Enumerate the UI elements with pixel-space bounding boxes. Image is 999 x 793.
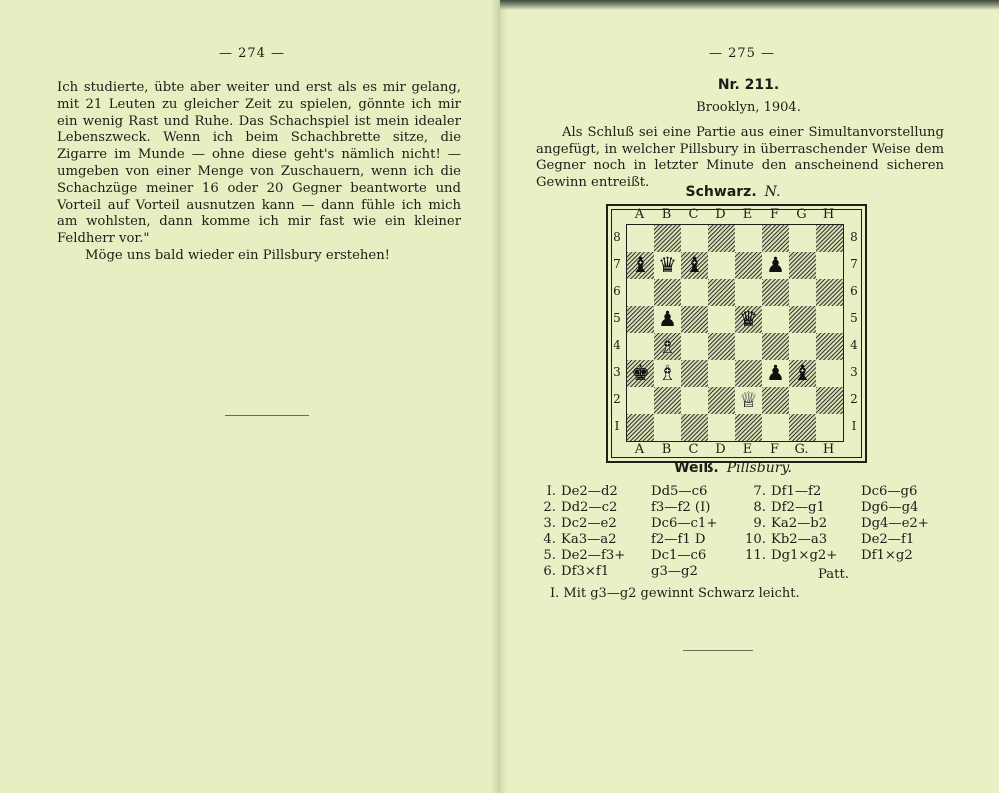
dark-square (627, 414, 654, 441)
dark-square (627, 252, 654, 279)
light-square (681, 279, 708, 306)
rank-label: 3 (613, 365, 621, 379)
dark-square (654, 387, 681, 414)
white-queen-icon: ♕ (739, 388, 758, 412)
white-move: Ka3—a2 (561, 532, 617, 547)
file-label: H (822, 207, 835, 222)
light-square (816, 252, 843, 279)
light-square (654, 414, 681, 441)
move-number: 11. (745, 548, 766, 563)
black-bishop-icon: ♝ (631, 253, 650, 277)
move-row (530, 484, 717, 500)
move-number: 2. (543, 500, 556, 515)
move-row (530, 532, 717, 548)
file-label: E (742, 442, 753, 457)
dark-square (681, 252, 708, 279)
black-move: g3—g2 (651, 564, 698, 579)
section-divider (225, 415, 309, 416)
light-square (762, 360, 789, 387)
light-square (627, 387, 654, 414)
file-label: D (715, 207, 726, 222)
white-move: De2—f3+ (561, 548, 626, 563)
black-pawn-icon: ♟ (658, 307, 677, 331)
left-page-text (57, 80, 461, 265)
dark-square (762, 225, 789, 252)
white-label: Weiß. (674, 460, 719, 476)
black-move: Dc1—c6 (651, 548, 707, 563)
file-label: G. (794, 442, 809, 457)
rank-label: 7 (850, 257, 858, 271)
file-label: A (634, 442, 645, 457)
move-row (740, 484, 929, 500)
white-move: Dd2—c2 (561, 500, 618, 515)
dark-square (789, 252, 816, 279)
black-move: Dg4—e2+ (861, 516, 929, 531)
move-number: 8. (753, 500, 766, 515)
dark-square (762, 387, 789, 414)
light-square (654, 306, 681, 333)
footnote: I. Mit g3—g2 gewinnt Schwarz leicht. (550, 586, 800, 601)
dark-square (735, 414, 762, 441)
light-square (627, 333, 654, 360)
light-square (627, 225, 654, 252)
dark-square (816, 279, 843, 306)
move-number: 3. (543, 516, 556, 531)
page-edge-shadow (500, 0, 999, 10)
dark-square (708, 225, 735, 252)
move-number: 6. (543, 564, 556, 579)
light-square (762, 414, 789, 441)
black-move: f3—f2 (I) (651, 500, 711, 515)
rank-label: 5 (613, 311, 621, 325)
light-square (735, 279, 762, 306)
dark-square (627, 360, 654, 387)
white-move: Df1—f2 (771, 484, 822, 499)
light-square (789, 333, 816, 360)
black-side-label (598, 184, 868, 200)
move-number: 9. (753, 516, 766, 531)
black-move: Dg6—g4 (861, 500, 919, 515)
dark-square (789, 414, 816, 441)
light-square (762, 252, 789, 279)
black-queen-icon: ♛ (739, 307, 758, 331)
move-row (740, 500, 929, 516)
move-list-left (530, 484, 717, 580)
dark-square (762, 279, 789, 306)
rank-label: 2 (613, 392, 621, 406)
dark-square (735, 360, 762, 387)
dark-square (708, 279, 735, 306)
paragraph: Als Schluß sei eine Partie aus einer Simultanvorstellung angefügt, in welcher Pillsbury in überraschender Weise dem Gegner noch in letzter Minute den anscheinend sicheren Gewinn entreißt. (536, 125, 944, 190)
white-move: Df2—g1 (771, 500, 825, 515)
rank-labels-left (609, 224, 625, 440)
white-side-label (598, 460, 868, 476)
light-square (708, 252, 735, 279)
white-player-name: Pillsbury. (726, 460, 792, 476)
rank-label: 6 (850, 284, 858, 298)
white-move: Dg1×g2+ (771, 548, 838, 563)
move-number: I. (546, 484, 556, 499)
dark-square (789, 306, 816, 333)
chess-board (626, 224, 844, 442)
stalemate-note: Patt. (818, 567, 849, 582)
light-square (789, 225, 816, 252)
white-move: Kb2—a3 (771, 532, 828, 547)
light-square (627, 279, 654, 306)
rank-label: 3 (850, 365, 858, 379)
move-row (530, 564, 717, 580)
dark-square (816, 387, 843, 414)
move-row (740, 548, 929, 564)
move-number: 7. (753, 484, 766, 499)
light-square (681, 225, 708, 252)
rank-label: 7 (613, 257, 621, 271)
file-labels-top (608, 207, 865, 223)
black-move: Df1×g2 (861, 548, 913, 563)
move-row (530, 548, 717, 564)
light-square (681, 333, 708, 360)
rank-label: 8 (850, 230, 858, 244)
light-square (816, 414, 843, 441)
black-move: De2—f1 (861, 532, 915, 547)
dark-square (654, 225, 681, 252)
left-page-number: — 274 — (218, 46, 286, 61)
black-pawn-icon: ♟ (766, 361, 785, 385)
move-list-right (740, 484, 929, 564)
file-labels-bottom (608, 442, 865, 458)
light-square (789, 279, 816, 306)
game-number-heading: Nr. 211. (717, 77, 780, 93)
dark-square (708, 387, 735, 414)
white-move: De2—d2 (561, 484, 618, 499)
rank-label: 2 (850, 392, 858, 406)
dark-square (816, 333, 843, 360)
rank-label: 6 (613, 284, 621, 298)
dark-square (816, 225, 843, 252)
game-location: Brooklyn, 1904. (696, 100, 801, 115)
rank-label: 8 (613, 230, 621, 244)
black-move: Dc6—g6 (861, 484, 918, 499)
file-label: B (661, 207, 672, 222)
rank-label: 5 (850, 311, 858, 325)
chess-diagram (606, 204, 867, 463)
move-number: 10. (745, 532, 766, 547)
black-move: f2—f1 D (651, 532, 706, 547)
white-bishop-icon: ♗ (658, 334, 677, 358)
dark-square (654, 333, 681, 360)
dark-square (762, 333, 789, 360)
light-square (735, 387, 762, 414)
dark-square (681, 360, 708, 387)
black-move: Dd5—c6 (651, 484, 708, 499)
black-bishop-icon: ♝ (685, 253, 704, 277)
white-bishop-icon: ♗ (658, 361, 677, 385)
black-player-name: N. (764, 184, 781, 200)
move-row (740, 516, 929, 532)
right-page-number: — 275 — (708, 46, 776, 61)
book-gutter (490, 0, 508, 793)
light-square (681, 387, 708, 414)
white-move: Df3×f1 (561, 564, 610, 579)
move-number: 4. (543, 532, 556, 547)
dark-square (789, 360, 816, 387)
black-bishop-icon: ♝ (793, 361, 812, 385)
move-row (530, 516, 717, 532)
black-pawn-icon: ♟ (766, 253, 785, 277)
rank-labels-right (846, 224, 862, 440)
light-square (735, 333, 762, 360)
rank-label: I (851, 419, 857, 433)
white-move: Dc2—e2 (561, 516, 617, 531)
file-label: E (742, 207, 753, 222)
light-square (708, 414, 735, 441)
intro-text (536, 125, 944, 191)
dark-square (654, 279, 681, 306)
light-square (789, 387, 816, 414)
file-label: D (715, 442, 726, 457)
dark-square (681, 306, 708, 333)
section-divider (683, 650, 753, 651)
light-square (654, 252, 681, 279)
black-label: Schwarz. (685, 184, 757, 200)
file-label: F (769, 442, 780, 457)
dark-square (681, 414, 708, 441)
dark-square (708, 333, 735, 360)
file-label: C (688, 442, 699, 457)
black-move: Dc6—c1+ (651, 516, 718, 531)
move-row (530, 500, 717, 516)
file-label: B (661, 442, 672, 457)
paragraph: Ich studierte, übte aber weiter und erst als es mir gelang, mit 21 Leuten zu gleicher Zeit zu spielen, gönnte ich mir ein wenig Rast und Ruhe. Das Schachspiel ist mein idealer Lebenszweck. Wenn ich beim Schachbrette sitze, die Zigarre im Munde — ohne diese geht's nämlich nicht! — umgeben von einer Menge von Zuschauern, wenn ich die Schachzüge meiner 16 oder 20 Gegner beantworte und Vorteil auf Vorteil ausnutzen kann — dann fühle ich mich am wohlsten, dann komme ich mir fast wie ein kleiner Feldherr vor." (57, 80, 461, 247)
light-square (735, 225, 762, 252)
file-label: C (688, 207, 699, 222)
file-label: F (769, 207, 780, 222)
black-queen-icon: ♛ (658, 253, 677, 277)
move-row (740, 532, 929, 548)
white-move: Ka2—b2 (771, 516, 828, 531)
rank-label: 4 (613, 338, 621, 352)
move-number: 5. (543, 548, 556, 563)
black-king-icon: ♚ (631, 361, 650, 385)
dark-square (627, 306, 654, 333)
file-label: G (796, 207, 807, 222)
light-square (708, 306, 735, 333)
dark-square (735, 306, 762, 333)
light-square (762, 306, 789, 333)
light-square (708, 360, 735, 387)
file-label: A (634, 207, 645, 222)
light-square (816, 360, 843, 387)
dark-square (735, 252, 762, 279)
light-square (654, 360, 681, 387)
light-square (816, 306, 843, 333)
rank-label: I (614, 419, 620, 433)
file-label: H (822, 442, 835, 457)
rank-label: 4 (850, 338, 858, 352)
paragraph: Möge uns bald wieder ein Pillsbury erstehen! (85, 247, 390, 263)
